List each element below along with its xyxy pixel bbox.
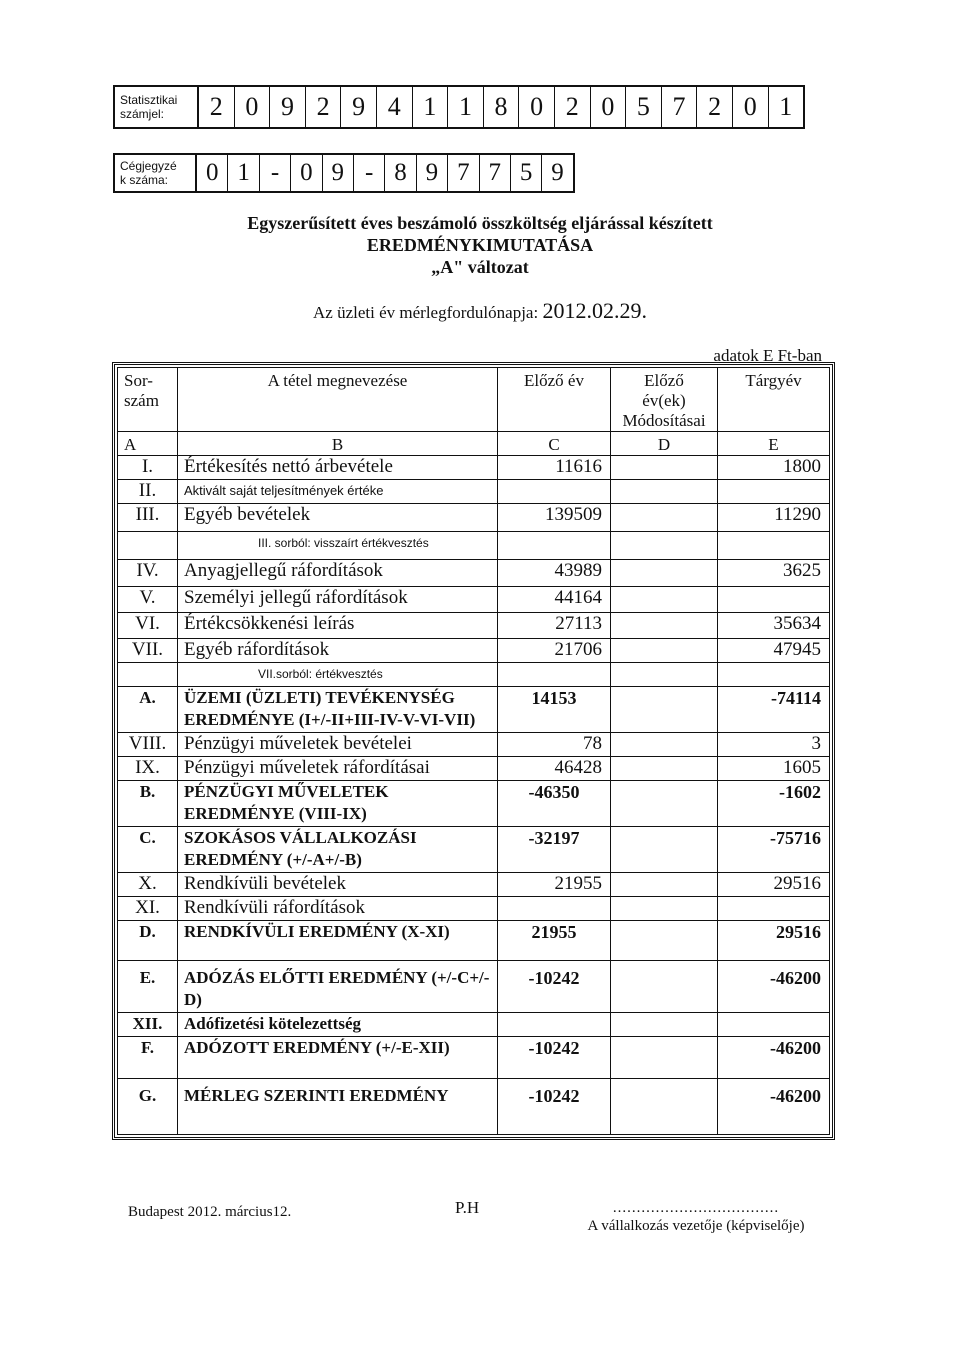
row-curr: [718, 1013, 830, 1037]
row-code: D.: [118, 921, 178, 961]
row-code: IX.: [118, 757, 178, 781]
row-mod: [611, 504, 718, 532]
row-prev: -46350: [498, 781, 611, 827]
stamp-initials: P.H: [455, 1198, 480, 1217]
stat-digit: 1: [779, 92, 793, 121]
row-label: RENDKÍVÜLI EREDMÉNY (X-XI): [178, 921, 498, 961]
header-mod-line1: Előző: [644, 371, 684, 390]
stat-digit: 0: [733, 87, 769, 127]
row-code: E.: [118, 961, 178, 1013]
row-curr: [718, 532, 830, 560]
table-row: [118, 1079, 830, 1135]
letter-a: A: [118, 432, 178, 456]
row-prev: [498, 532, 611, 560]
row-code: VI.: [118, 613, 178, 639]
column-letter-row: [118, 432, 830, 456]
place-and-date: Budapest 2012. március12.: [128, 1204, 292, 1220]
row-curr: 29516: [718, 921, 830, 961]
registry-digit: 9: [417, 155, 448, 191]
row-label: Pénzügyi műveletek bevételei: [178, 733, 498, 757]
row-curr: -1602: [718, 781, 830, 827]
row-code: III.: [118, 504, 178, 532]
table-row: [118, 733, 830, 757]
header-current-year: Tárgyév: [718, 368, 830, 432]
row-curr: -46200: [718, 961, 830, 1013]
stat-digit: 7: [662, 87, 698, 127]
row-curr: 47945: [718, 639, 830, 663]
table-row: [118, 757, 830, 781]
row-mod: [611, 560, 718, 587]
row-prev: 21706: [498, 639, 611, 663]
row-mod: [611, 639, 718, 663]
row-label: Pénzügyi műveletek ráfordításai: [178, 757, 498, 781]
row-prev: [498, 1013, 611, 1037]
row-code: XI.: [118, 897, 178, 921]
row-prev: -32197: [498, 827, 611, 873]
table-row: [118, 921, 830, 961]
header-previous-year: Előző év: [498, 368, 611, 432]
row-prev: [498, 663, 611, 687]
row-label: ADÓZÁS ELŐTTI EREDMÉNY (+/-C+/-D): [178, 961, 498, 1013]
report-title-line2: EREDMÉNYKIMUTATÁSA: [366, 235, 594, 255]
table-row: [118, 827, 830, 873]
row-prev: [498, 897, 611, 921]
row-curr: 1605: [718, 757, 830, 781]
table-row: [118, 613, 830, 639]
header-mod-line2: év(ek): [642, 391, 686, 410]
row-mod: [611, 921, 718, 961]
letter-b: B: [178, 432, 498, 456]
row-mod: [611, 897, 718, 921]
row-label: MÉRLEG SZERINTI EREDMÉNY: [178, 1079, 498, 1135]
row-mod: [611, 613, 718, 639]
row-label: Egyéb ráfordítások: [178, 639, 498, 663]
table-row: [118, 504, 830, 532]
table-row: [118, 532, 830, 560]
row-code: C.: [118, 827, 178, 873]
row-curr: -74114: [718, 687, 830, 733]
row-label: Rendkívüli bevételek: [178, 873, 498, 897]
income-statement-table: [117, 367, 830, 1135]
stat-digit: 1: [448, 87, 484, 127]
row-mod: [611, 532, 718, 560]
row-code: X.: [118, 873, 178, 897]
header-sorszam-line2: szám: [124, 391, 159, 410]
row-code: F.: [118, 1037, 178, 1079]
row-mod: [611, 961, 718, 1013]
row-code: [118, 532, 178, 560]
registry-digit: 0: [197, 155, 228, 191]
row-curr: 29516: [718, 873, 830, 897]
row-prev: 27113: [498, 613, 611, 639]
row-code: [118, 663, 178, 687]
table-row: [118, 873, 830, 897]
stat-digit: 9: [341, 87, 377, 127]
table-row: [118, 1037, 830, 1079]
row-mod: [611, 781, 718, 827]
row-code: A.: [118, 687, 178, 733]
row-label: Értékcsökkenési leírás: [178, 613, 498, 639]
company-registry-label-line1: Cégjegyzé: [120, 159, 177, 173]
row-label: Értékesítés nettó árbevétele: [178, 456, 498, 480]
row-curr: 35634: [718, 613, 830, 639]
header-item-name: A tétel megnevezése: [178, 368, 498, 432]
letter-d: D: [611, 432, 718, 456]
row-prev: 14153: [498, 687, 611, 733]
row-curr: 3625: [718, 560, 830, 587]
row-code: V.: [118, 587, 178, 613]
statistical-number-box: [113, 85, 805, 129]
stat-digit: 0: [591, 87, 627, 127]
row-prev: -10242: [498, 1037, 611, 1079]
table-row: [118, 961, 830, 1013]
row-mod: [611, 1013, 718, 1037]
company-registry-label-line2: k száma:: [120, 173, 169, 187]
row-prev: 21955: [498, 873, 611, 897]
company-registry-number-box: [113, 153, 575, 193]
row-prev: 78: [498, 733, 611, 757]
row-mod: [611, 687, 718, 733]
row-mod: [611, 733, 718, 757]
row-mod: [611, 663, 718, 687]
registry-digit: 1: [228, 155, 259, 191]
row-curr: 11290: [718, 504, 830, 532]
table-row: [118, 456, 830, 480]
row-curr: -46200: [718, 1037, 830, 1079]
row-label: Aktivált saját teljesítmények értéke: [178, 480, 498, 504]
signature-label: A vállalkozás vezetője (képviselője): [587, 1218, 805, 1234]
row-code: VII.: [118, 639, 178, 663]
table-row: [118, 663, 830, 687]
registry-digit: 9: [323, 155, 354, 191]
row-label: ADÓZOTT EREDMÉNY (+/-E-XII): [178, 1037, 498, 1079]
row-curr: -46200: [718, 1079, 830, 1135]
row-curr: -75716: [718, 827, 830, 873]
table-row: [118, 480, 830, 504]
signature-line: ...................................: [612, 1200, 780, 1216]
registry-digit: -: [260, 155, 291, 191]
row-mod: [611, 1079, 718, 1135]
stat-digit: 2: [697, 87, 733, 127]
table-row: [118, 639, 830, 663]
company-registry-label: [115, 155, 197, 191]
row-label: Anyagjellegű ráfordítások: [178, 560, 498, 587]
balance-date-label: Az üzleti év mérlegfordulónapja:: [313, 303, 539, 322]
registry-digit: 8: [385, 155, 416, 191]
statistical-number-label: [115, 87, 199, 127]
unit-note: adatok E Ft-ban: [713, 346, 822, 365]
letter-c: C: [498, 432, 611, 456]
row-label: Személyi jellegű ráfordítások: [178, 587, 498, 613]
row-prev: 43989: [498, 560, 611, 587]
row-mod: [611, 1037, 718, 1079]
registry-digit: 0: [291, 155, 322, 191]
row-code: VIII.: [118, 733, 178, 757]
row-mod: [611, 456, 718, 480]
row-code: II.: [118, 480, 178, 504]
row-label: VII.sorból: értékvesztés: [178, 663, 498, 687]
row-code: G.: [118, 1079, 178, 1135]
row-curr: [718, 663, 830, 687]
statistical-number-label-line1: Statisztikai: [120, 93, 178, 107]
row-curr: 3: [718, 733, 830, 757]
table-header-row: [118, 368, 830, 432]
balance-date-line: [0, 300, 960, 324]
row-curr: 1800: [718, 456, 830, 480]
row-mod: [611, 827, 718, 873]
registry-digit: -: [354, 155, 385, 191]
stat-digit: 5: [626, 87, 662, 127]
row-prev: 44164: [498, 587, 611, 613]
letter-e: E: [718, 432, 830, 456]
row-label: III. sorból: visszaírt értékvesztés: [178, 532, 498, 560]
header-sorszam-line1: Sor-: [124, 371, 153, 390]
row-mod: [611, 480, 718, 504]
row-label: PÉNZÜGYI MŰVELETEK EREDMÉNYE (VIII-IX): [178, 781, 498, 827]
header-mod-line3: Módosításai: [622, 411, 706, 430]
stat-digit: 2: [199, 87, 235, 127]
table-row: [118, 587, 830, 613]
row-mod: [611, 873, 718, 897]
row-label: Adófizetési kötelezettség: [178, 1013, 498, 1037]
registry-digit: 7: [448, 155, 479, 191]
header-modifications: [611, 368, 718, 432]
statistical-number-label-line2: számjel:: [120, 107, 165, 121]
row-code: XII.: [118, 1013, 178, 1037]
table-row: [118, 560, 830, 587]
table-row: [118, 1013, 830, 1037]
row-code: I.: [118, 456, 178, 480]
row-prev: -10242: [498, 1079, 611, 1135]
row-curr: [718, 897, 830, 921]
row-code: B.: [118, 781, 178, 827]
stat-digit: 2: [306, 87, 342, 127]
stat-digit: 0: [519, 87, 555, 127]
stat-digit: 4: [377, 87, 413, 127]
row-label: Egyéb bevételek: [178, 504, 498, 532]
table-row: [118, 781, 830, 827]
table-row: [118, 687, 830, 733]
row-label: ÜZEMI (ÜZLETI) TEVÉKENYSÉG EREDMÉNYE (I+/-II+III-IV-V-VI-VII): [178, 687, 498, 733]
row-label: SZOKÁSOS VÁLLALKOZÁSI EREDMÉNY (+/-A+/-B): [178, 827, 498, 873]
registry-digit: 9: [551, 159, 564, 186]
stat-digit: 8: [484, 87, 520, 127]
row-curr: [718, 480, 830, 504]
row-curr: [718, 587, 830, 613]
table-row: [118, 897, 830, 921]
stat-digit: 1: [413, 87, 449, 127]
row-mod: [611, 587, 718, 613]
stat-digit: 9: [270, 87, 306, 127]
row-prev: 11616: [498, 456, 611, 480]
row-label: Rendkívüli ráfordítások: [178, 897, 498, 921]
balance-date-value: 2012.02.29.: [542, 298, 647, 323]
row-prev: 46428: [498, 757, 611, 781]
row-prev: [498, 480, 611, 504]
report-title-line3: „A" változat: [431, 257, 529, 277]
row-mod: [611, 757, 718, 781]
stat-digit: 0: [235, 87, 271, 127]
row-code: IV.: [118, 560, 178, 587]
row-prev: 21955: [498, 921, 611, 961]
registry-digit: 5: [511, 155, 542, 191]
row-prev: -10242: [498, 961, 611, 1013]
report-title-line1: Egyszerűsített éves beszámoló összköltség eljárással készített: [247, 213, 713, 233]
stat-digit: 2: [555, 87, 591, 127]
header-sorszam: [118, 368, 178, 432]
row-prev: 139509: [498, 504, 611, 532]
registry-digit: 7: [480, 155, 511, 191]
